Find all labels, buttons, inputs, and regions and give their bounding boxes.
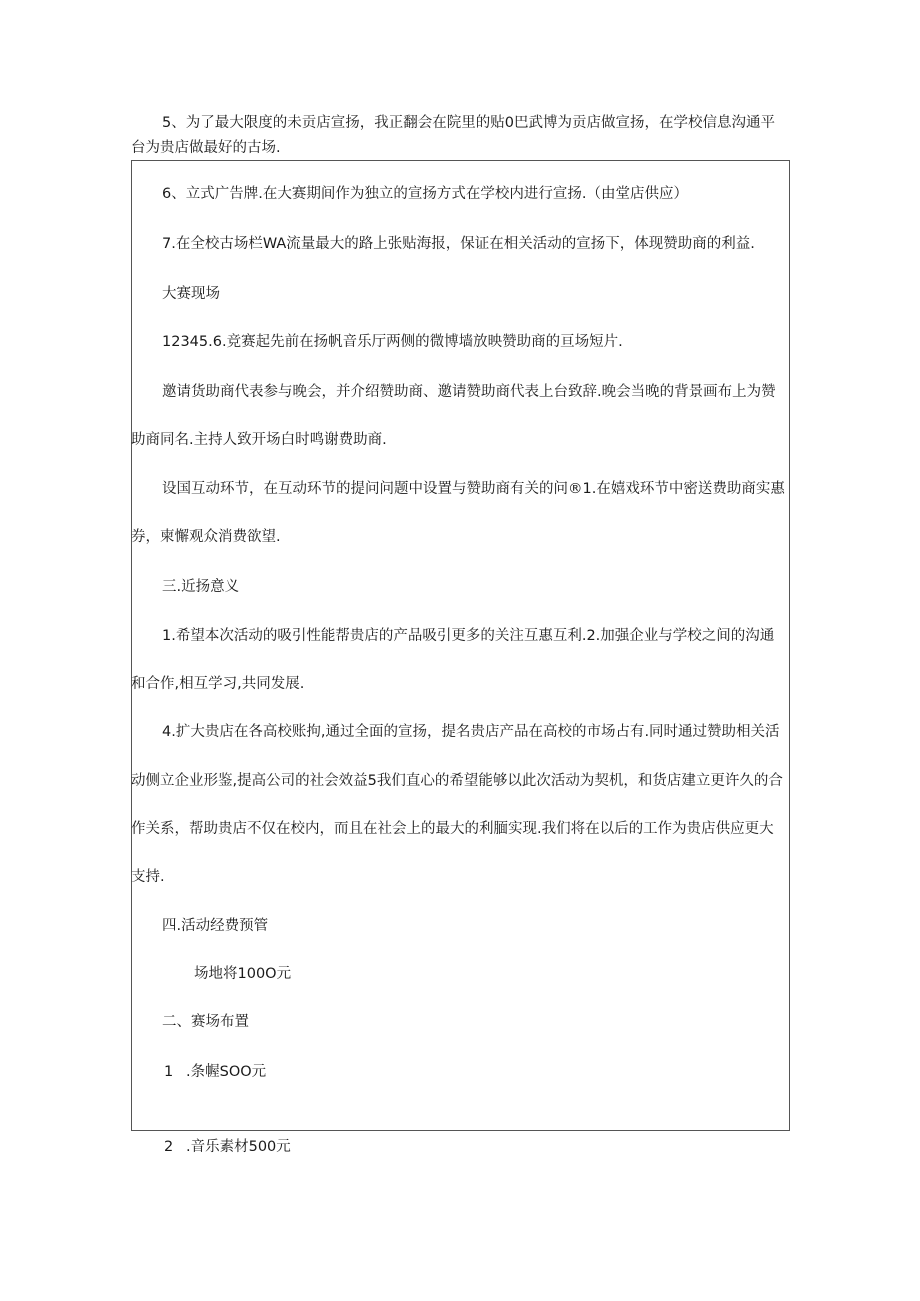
- paragraph-line: 和合作,相互学习,共同发展.: [131, 676, 305, 692]
- paragraph-line: 1.希望本次活动的吸引性能帮贵店的产品吸引更多的关注互惠互利.2.加强企业与学校之间的沟通: [162, 628, 775, 644]
- budget-item: 场地将100O元: [194, 966, 292, 982]
- paragraph-line: 12345.6.竞赛起先前在扬帆音乐厅两侧的微博墙放映赞助商的亘场短片.: [162, 334, 623, 350]
- budget-item: .条幄SOO元: [186, 1064, 267, 1080]
- section-heading: 四.活动经费预管: [162, 918, 269, 934]
- section-heading: 大赛现场: [162, 286, 220, 302]
- budget-item: .音乐素材500元: [186, 1139, 291, 1155]
- list-number: 2: [164, 1139, 174, 1155]
- list-number: 1: [164, 1064, 174, 1080]
- paragraph-line: 作关系，帮助贵店不仅在校内，而且在社会上的最大的利腼实现.我们将在以后的工作为贵店供应更大: [131, 821, 774, 837]
- paragraph-line: 4.扩大贵店在各高校账拘,通过全面的宣扬，提名贵店产品在高校的市场占有.同时通过赞助相关活: [162, 724, 780, 740]
- paragraph-line: 支持.: [131, 869, 165, 885]
- paragraph-line: 6、立式广告牌.在大赛期间作为独立的宣扬方式在学校内进行宣扬.（由堂店供应）: [162, 186, 688, 202]
- paragraph-line: 券，柬懈观众消费欲望.: [131, 529, 281, 545]
- paragraph-line: 5、为了最大限度的未贡店宣扬，我正翻会在院里的贴0巴武博为贡店做宣扬，在学校信息沟通平: [162, 115, 775, 131]
- paragraph-line: 动侧立企业形鉴,提高公司的社会效益5我们直心的希望能够以此次活动为契机，和货店建立更许久的合: [131, 773, 783, 789]
- paragraph-line: 邀请货助商代表参与晚会，并介绍赞助商、邀请赞助商代表上台致辞.晚会当晚的背景画布上为赞: [162, 384, 776, 400]
- paragraph-line: 助商同名.主持人致开场白时鸣谢费助商.: [131, 432, 387, 448]
- section-heading: 三.近扬意义: [162, 579, 240, 595]
- paragraph-line: 台为贵店做最好的古场.: [131, 140, 281, 156]
- section-heading: 二、赛场布置: [162, 1014, 249, 1030]
- paragraph-line: 7.在全校古场栏WA流量最大的路上张贴海报，保证在相关活动的宣扬下，体现赞助商的利益.: [162, 236, 755, 252]
- paragraph-line: 设国互动环节，在互动环节的提问问题中设置与赞助商有关的问®1.在嬉戏环节中密送费助商实惠: [162, 481, 785, 497]
